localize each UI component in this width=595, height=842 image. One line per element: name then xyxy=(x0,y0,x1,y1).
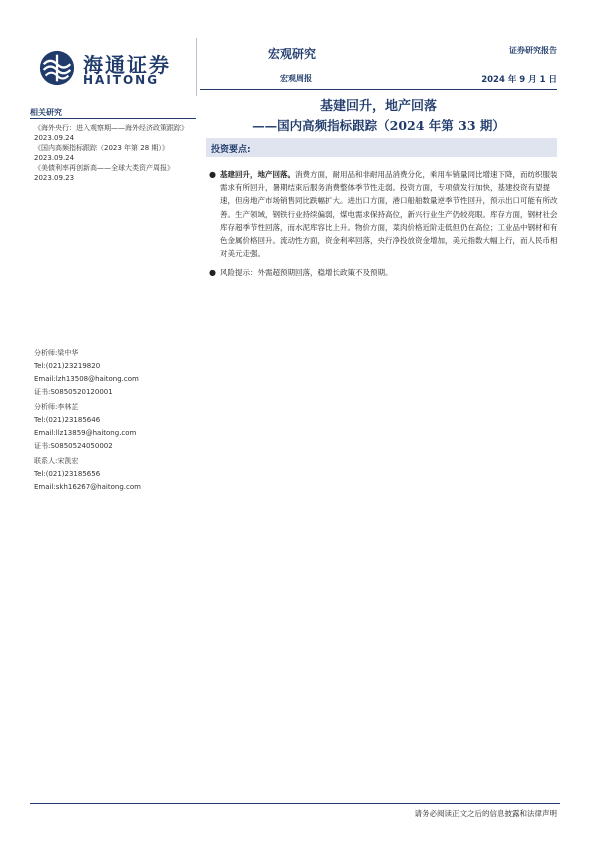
logo-chinese-name: 海通证券 xyxy=(83,53,171,77)
related-research-list xyxy=(34,123,194,183)
investment-highlights-header xyxy=(206,138,557,157)
bullet-point xyxy=(208,168,558,260)
analyst-cert: 证书:S0850524050002 xyxy=(34,442,113,450)
report-subcategory: 宏观周报 xyxy=(280,74,312,83)
investment-highlights-heading: 投资要点: xyxy=(211,145,251,155)
analyst-email[interactable]: Email:skh16267@haitong.com xyxy=(34,483,141,491)
analyst-name: 分析师:李林芷 xyxy=(34,403,79,411)
bullet-dot-icon: ● xyxy=(209,268,216,278)
haitong-emblem-icon xyxy=(38,49,76,87)
related-item[interactable]: 《美债利率再创新高——全球大类资产周报》2023.09.23 xyxy=(34,164,174,182)
header-rule xyxy=(200,89,557,90)
analyst-block xyxy=(34,347,194,399)
analyst-cert: 证书:S0850520120001 xyxy=(34,388,113,396)
analyst-email[interactable]: Email:llz13859@haitong.com xyxy=(34,429,137,437)
logo-english-name: HAITONG xyxy=(83,73,160,87)
analyst-contacts xyxy=(34,347,194,496)
related-research-heading: 相关研究 xyxy=(30,108,62,117)
related-item[interactable]: 《国内高频指标跟踪（2023 年第 28 期）》2023.09.24 xyxy=(34,144,169,162)
analyst-name: 分析师:梁中华 xyxy=(34,349,79,357)
analyst-block xyxy=(34,401,194,453)
footer-rule xyxy=(30,803,560,804)
header-divider xyxy=(196,38,197,96)
company-logo xyxy=(38,47,178,93)
report-category: 宏观研究 xyxy=(268,47,317,61)
report-type: 证券研究报告 xyxy=(509,46,557,55)
related-item[interactable]: 《海外央行：进入观察期——海外经济政策跟踪》2023.09.24 xyxy=(34,124,188,142)
analyst-email[interactable]: Email:lzh13508@haitong.com xyxy=(34,375,139,383)
analyst-block xyxy=(34,455,194,494)
bullet-point xyxy=(208,266,558,279)
report-title: 基建回升，地产回落 xyxy=(319,99,437,114)
bullet-dot-icon: ● xyxy=(209,170,216,179)
analyst-tel: Tel:(021)23185646 xyxy=(34,416,101,424)
analyst-tel: Tel:(021)23219820 xyxy=(34,362,101,370)
bullet-text: 风险提示：外需超预期回落，稳增长政策不及预期。 xyxy=(220,268,393,278)
bullet-lead: 基建回升，地产回落。 xyxy=(220,170,295,179)
footer-disclaimer: 请务必阅读正文之后的信息披露和法律声明 xyxy=(414,809,557,818)
analyst-tel: Tel:(021)23185656 xyxy=(34,470,101,478)
report-date: 2024 年 9 月 1 日 xyxy=(481,75,557,85)
analyst-name: 联系人:宋凯宏 xyxy=(34,457,79,465)
sidebar-rule xyxy=(30,118,196,119)
report-subtitle: ——国内高频指标跟踪（2024 年第 33 期） xyxy=(252,118,505,133)
bullet-text: 消费方面，耐用品和非耐用品消费分化，乘用车销量同比增速下降，而纺织服装需求有所回升，暑期结束后服务消费整体季节性走弱。投资方面，专项债发行加快，基建投资有望提速，但房地产市场销售同比跌幅扩大。进出口方面，港口船舶数量逆季节性回升，预示出口可能有所改善。生产领域，钢铁行业持续偏弱，煤电需求保持高位，新兴行业生产仍较亮眼。库存方面，钢材社会库存超季节性回落，而水泥库容比上升。物价方面，菜肉价格近阶走低但仍在高位；工业品中钢材和有色金属价格回升。流动性方面，资金利率回落，央行净投放资金增加，美元指数大幅上行，而人民币相对美元走强。 xyxy=(220,170,558,259)
investment-highlights-body xyxy=(208,168,558,286)
